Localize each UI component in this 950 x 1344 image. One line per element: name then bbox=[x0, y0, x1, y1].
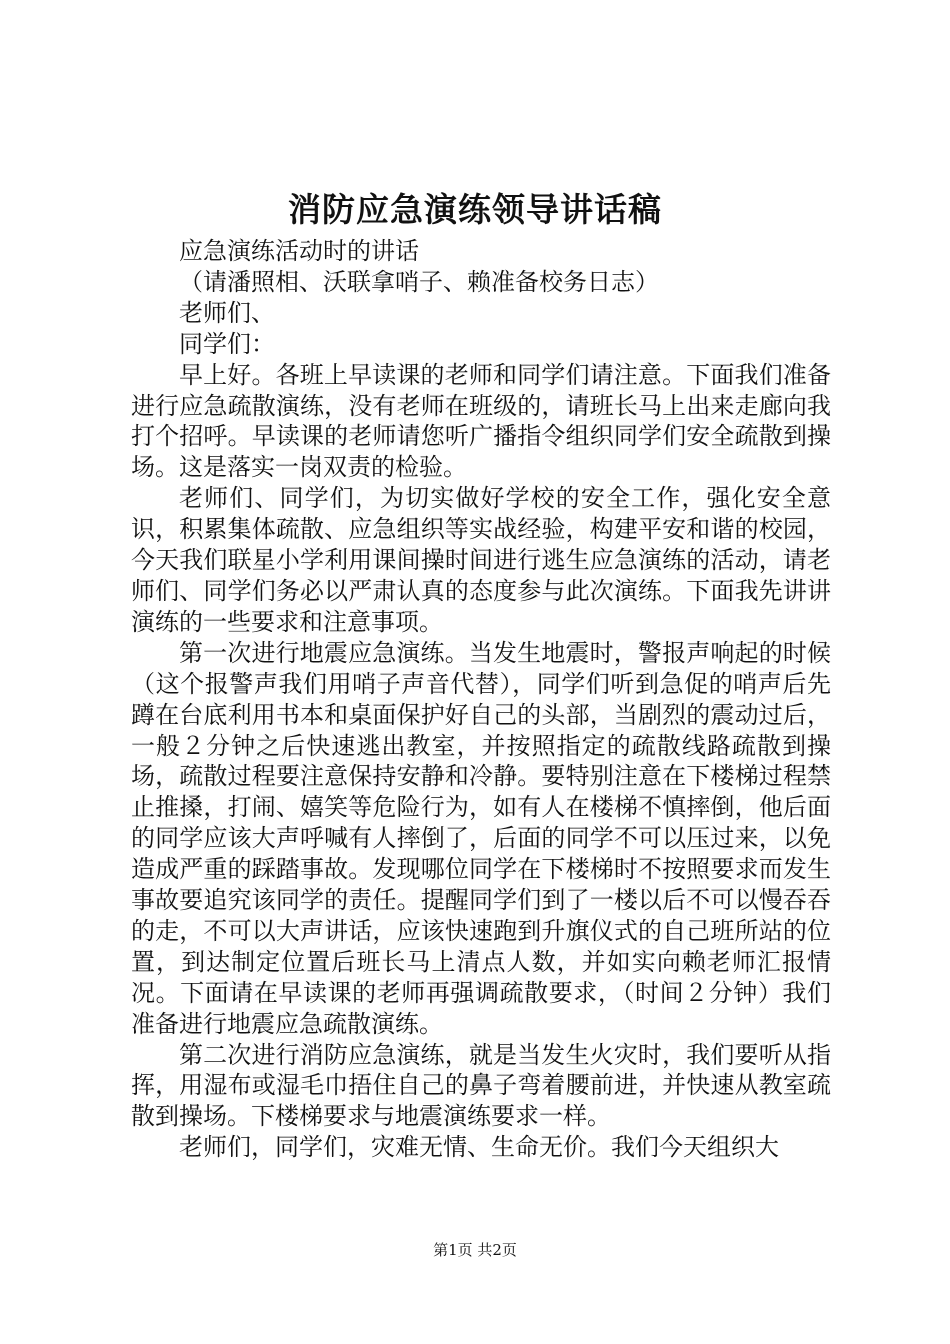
paragraph-fire-drill: 第二次进行消防应急演练，就是当发生火灾时，我们要听从指挥，用湿布或湿毛巾捂住自己的鼻子弯着腰前进，并快速从教室疏散到操场。下楼梯要求与地震演练要求一样。 bbox=[131, 1040, 831, 1131]
paragraph-closing: 老师们，同学们，灾难无情、生命无价。我们今天组织大 bbox=[179, 1133, 779, 1162]
paragraph-salutation-students: 同学们： bbox=[179, 329, 275, 358]
paragraph-subtitle: 应急演练活动时的讲话 bbox=[179, 237, 419, 265]
document-title: 消防应急演练领导讲话稿 bbox=[288, 190, 662, 229]
paragraph-salutation-teachers: 老师们、 bbox=[179, 298, 275, 327]
paragraph-preparation-note: （请潘照相、沃联拿哨子、赖准备校务日志） bbox=[179, 267, 659, 296]
paragraph-purpose: 老师们、同学们，为切实做好学校的安全工作，强化安全意识，积累集体疏散、应急组织等实战经验，构建平安和谐的校园，今天我们联星小学利用课间操时间进行逃生应急演练的活动，请老师们、同学们务必以严肃认真的态度参与此次演练。下面我先讲讲演练的一些要求和注意事项。 bbox=[131, 484, 831, 636]
paragraph-greeting: 早上好。各班上早读课的老师和同学们请注意。下面我们准备进行应急疏散演练，没有老师在班级的，请班长马上出来走廊向我打个招呼。早读课的老师请您听广播指令组织同学们安全疏散到操场。这是落实一岗双责的检验。 bbox=[131, 360, 831, 482]
paragraph-earthquake-drill: 第一次进行地震应急演练。当发生地震时，警报声响起的时候（这个报警声我们用哨子声音代替），同学们听到急促的哨声后先蹲在台底利用书本和桌面保护好自己的头部，当剧烈的震动过后，一般２分钟之后快速逃出教室，并按照指定的疏散线路疏散到操场，疏散过程要注意保持安静和冷静。要特别注意在下楼梯过程禁止推搡，打闹、嬉笑等危险行为，如有人在楼梯不慎摔倒，他后面的同学应该大声呼喊有人摔倒了，后面的同学不可以压过来，以免造成严重的踩踏事故。发现哪位同学在下楼梯时不按照要求而发生事故要追究该同学的责任。提醒同学们到了一楼以后不可以慢吞吞的走，不可以大声讲话，应该快速跑到升旗仪式的自己班所站的位置，到达制定位置后班长马上清点人数，并如实向赖老师汇报情况。下面请在早读课的老师再强调疏散要求，（时间２分钟）我们准备进行地震应急疏散演练。 bbox=[131, 638, 831, 1038]
page-number: 第1页 共2页 bbox=[433, 1241, 517, 1259]
document-body bbox=[131, 236, 831, 1163]
